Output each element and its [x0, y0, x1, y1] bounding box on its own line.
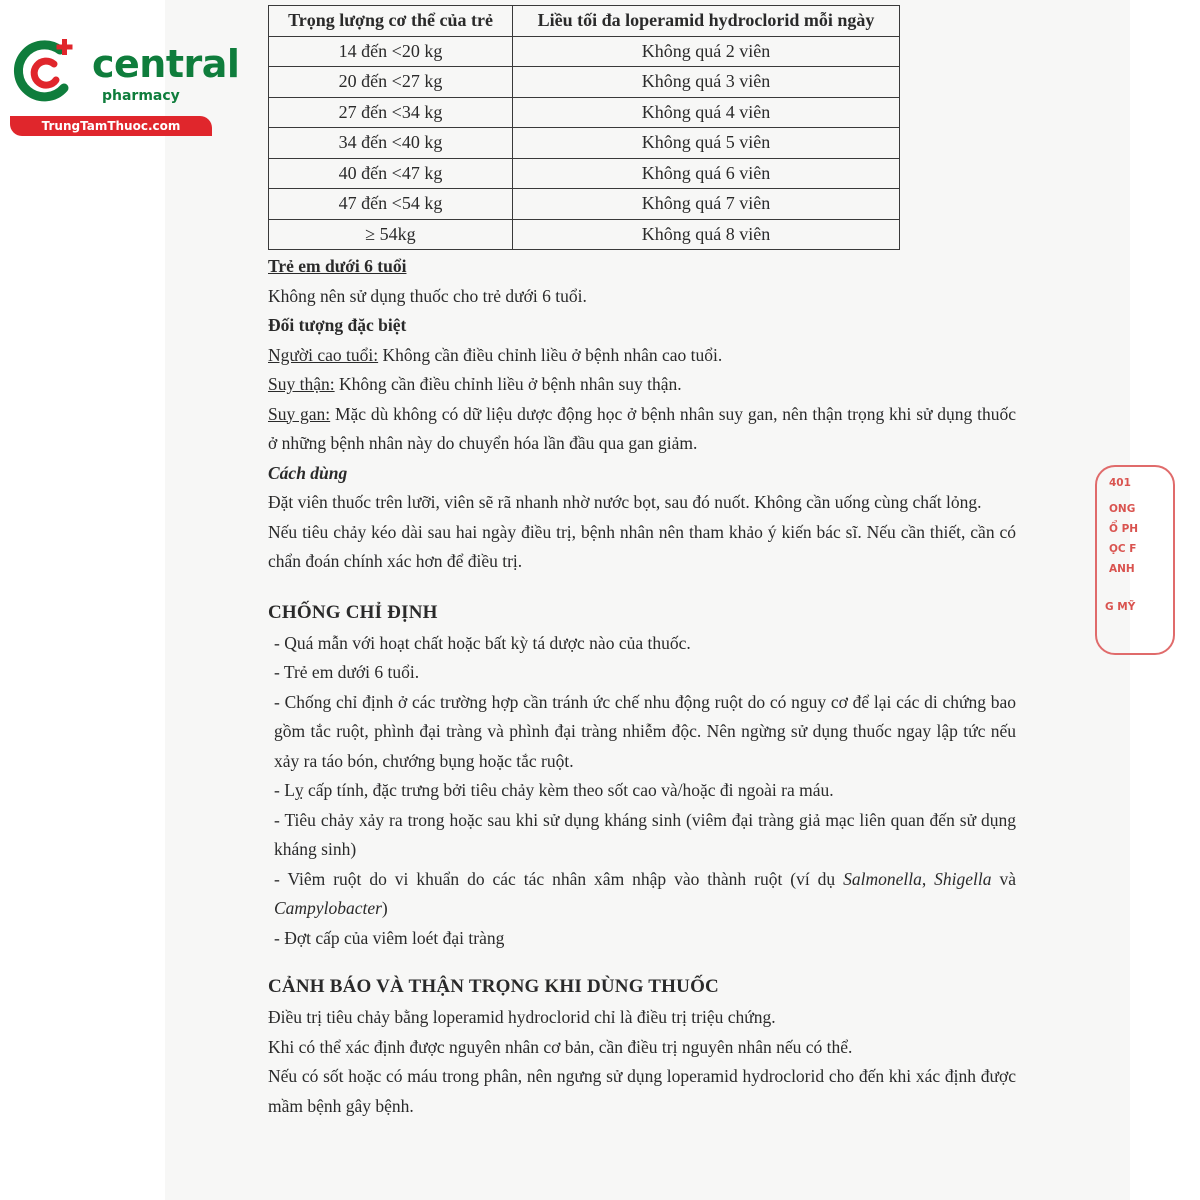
logo-sub-text: pharmacy [102, 88, 180, 104]
contra-item: - Trẻ em dưới 6 tuổi. [274, 662, 420, 682]
renal-label: Suy thận: [268, 374, 335, 394]
document-body [268, 252, 1016, 1121]
weight-cell: 40 đến <47 kg [269, 158, 513, 189]
weight-cell: 14 đến <20 kg [269, 36, 513, 67]
table-row [269, 128, 900, 159]
logo-brand-text: central [92, 42, 240, 86]
bacteria-text-pre: - Viêm ruột do vi khuẩn do các tác nhân xâm nhập vào thành ruột (ví dụ [274, 868, 844, 889]
weight-cell: ≥ 54kg [269, 219, 513, 250]
dose-cell: Không quá 3 viên [513, 67, 900, 98]
dose-cell: Không quá 7 viên [513, 189, 900, 220]
warning-paragraph-2: Khi có thể xác định được nguyên nhân cơ bản, cần điều trị nguyên nhân nếu có thể. [268, 1036, 853, 1057]
warnings-heading: CẢNH BÁO VÀ THẬN TRỌNG KHI DÙNG THUỐC [268, 976, 719, 997]
warning-paragraph-1: Điều trị tiêu chảy bằng loperamid hydroclorid chỉ là điều trị triệu chứng. [268, 1007, 776, 1027]
stamp-line: Ổ PH [1109, 523, 1139, 535]
dosage-table [268, 5, 900, 250]
stamp-line: G MỸ [1105, 601, 1136, 613]
weight-cell: 34 đến <40 kg [269, 128, 513, 159]
bacteria-end: ) [381, 898, 388, 918]
weight-cell: 20 đến <27 kg [269, 67, 513, 98]
column-header-weight: Trọng lượng cơ thể của trẻ [269, 6, 513, 37]
shigella-text: Shigella [934, 868, 992, 889]
salmonella-text: Salmonella [843, 868, 922, 889]
table-row [269, 67, 900, 98]
logo-url-banner[interactable]: TrungTamThuoc.com [10, 116, 212, 136]
renal-text: Không cần điều chỉnh liều ở bệnh nhân suy thận. [334, 374, 682, 394]
dose-cell: Không quá 5 viên [513, 128, 900, 159]
hepatic-label: Suy gan: [268, 403, 331, 424]
table-row [269, 158, 900, 189]
usage-paragraph-1: Đặt viên thuốc trên lưỡi, viên sẽ rã nhanh nhờ nước bọt, sau đó nuốt. Không cần uống cùng chất lỏng. [268, 492, 982, 512]
dose-cell: Không quá 6 viên [513, 158, 900, 189]
elderly-paragraph [268, 341, 1016, 371]
special-heading: Đối tượng đặc biệt [268, 315, 407, 335]
campylobacter-text: Campylobacter [274, 898, 382, 918]
contra-item: - Lỵ cấp tính, đặc trưng bởi tiêu chảy kèm theo sốt cao và/hoặc đi ngoài ra máu. [274, 780, 834, 800]
usage-paragraph-2: Nếu tiêu chảy kéo dài sau hai ngày điều trị, bệnh nhân nên tham khảo ý kiến bác sĩ. Nếu cần thiết, cần có chẩn đoán chính xác hơn để điều trị. [268, 521, 1016, 571]
red-stamp-fragment [1095, 465, 1139, 665]
stamp-line: ANH [1109, 563, 1135, 575]
contra-item: - Đợt cấp của viêm loét đại tràng [274, 927, 505, 948]
children-heading: Trẻ em dưới 6 tuổi [268, 256, 407, 276]
contra-item-bacteria [268, 865, 1016, 924]
stamp-line: ONG [1109, 503, 1136, 515]
stamp-line: 401 [1109, 477, 1131, 489]
renal-paragraph [268, 370, 1016, 400]
stamp-ring [1095, 465, 1175, 655]
table-row [269, 219, 900, 250]
warning-paragraph-3: Nếu có sốt hoặc có máu trong phân, nên ngưng sử dụng loperamid hydroclorid cho đến khi xác định được mầm bệnh gây bệnh. [268, 1066, 1016, 1116]
table-row [269, 189, 900, 220]
table-row [269, 36, 900, 67]
contraindications-heading: CHỐNG CHỈ ĐỊNH [268, 601, 438, 623]
central-pharmacy-logo[interactable] [10, 36, 240, 136]
hepatic-text: Mặc dù không có dữ liệu dược động học ở bệnh nhân suy gan, nên thận trọng khi sử dụng thuốc ở những bệnh nhân này do chuyển hóa lần đầu qua gan giảm. [268, 403, 1016, 453]
weight-cell: 47 đến <54 kg [269, 189, 513, 220]
stamp-line: ỌC F [1109, 543, 1137, 555]
bacteria-and: và [991, 868, 1016, 889]
usage-heading: Cách dùng [268, 462, 348, 483]
table-row [269, 97, 900, 128]
weight-cell: 27 đến <34 kg [269, 97, 513, 128]
elderly-label: Người cao tuổi: [268, 344, 379, 365]
contra-item: - Chống chỉ định ở các trường hợp cần tránh ức chế nhu động ruột do có nguy cơ để lại các di chứng bao gồm tắc ruột, phình đại tràng và phình đại tràng nhiễm độc. Nên ngừng sử dụng thuốc ngay lập tức nếu xảy ra táo bón, chướng bụng hoặc tắc ruột. [274, 691, 1016, 771]
hepatic-paragraph [268, 400, 1016, 459]
dose-cell: Không quá 2 viên [513, 36, 900, 67]
table-header-row [269, 6, 900, 37]
children-text: Không nên sử dụng thuốc cho trẻ dưới 6 tuổi. [268, 285, 587, 306]
dose-cell: Không quá 4 viên [513, 97, 900, 128]
pharmacy-cross-logo-icon [10, 36, 80, 106]
contra-item: - Tiêu chảy xảy ra trong hoặc sau khi sử dụng kháng sinh (viêm đại tràng giả mạc liên quan đến sử dụng kháng sinh) [274, 809, 1016, 859]
dose-cell: Không quá 8 viên [513, 219, 900, 250]
bacteria-comma: , [921, 868, 935, 889]
contra-item: - Quá mẫn với hoạt chất hoặc bất kỳ tá dược nào của thuốc. [274, 632, 691, 653]
column-header-max-dose: Liều tối đa loperamid hydroclorid mỗi ngày [513, 6, 900, 37]
elderly-text: Không cần điều chỉnh liều ở bệnh nhân cao tuổi. [378, 344, 723, 365]
